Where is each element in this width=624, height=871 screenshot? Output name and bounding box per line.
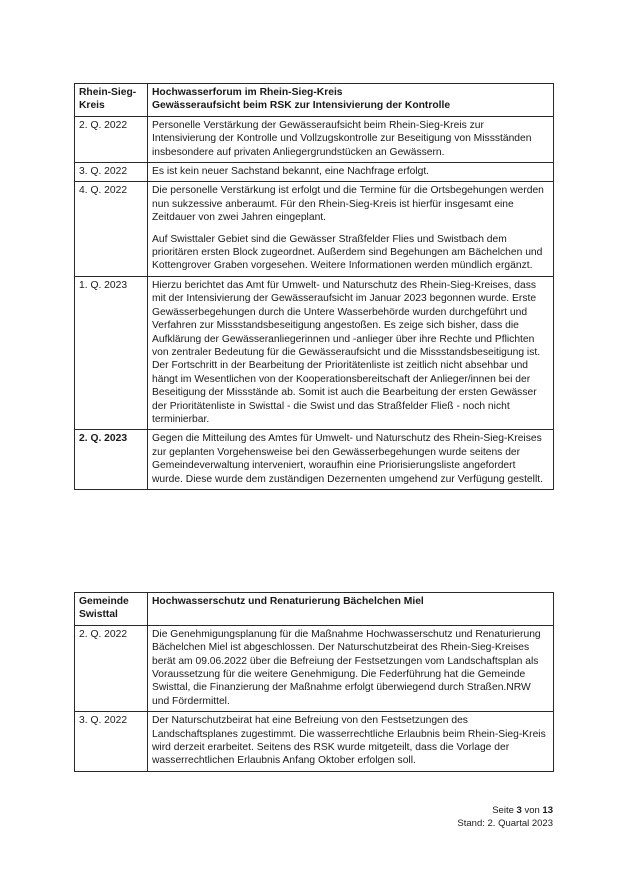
- quarter-cell: 2. Q. 2023: [75, 430, 148, 490]
- status-paragraph: Personelle Verstärkung der Gewässeraufsicht beim Rhein-Sieg-Kreis zur Intensivierung der Kontrolle und Vollzugskontrolle zur Beseitigung von Missständen insbesondere auf privaten Anliegergrundstücken an Gewässern.: [152, 119, 532, 158]
- table-row: [75, 182, 554, 276]
- quarter-cell: 4. Q. 2022: [75, 182, 148, 276]
- status-paragraph: Gegen die Mitteilung des Amtes für Umwelt- und Naturschutz des Rhein-Sieg-Kreises zur geplanten Vorgehensweise bei den Gewässerbegehungen wurde seitens der Gemeindeverwaltung interveniert, woraufhin eine Priorisierungsliste angefordert wurde. Diese wurde dem zuständigen Dezernenten umgehend zur Verfügung gestellt.: [152, 433, 543, 485]
- quarter-cell: 2. Q. 2022: [75, 116, 148, 162]
- table-row: [75, 712, 554, 772]
- status-text-cell: [148, 116, 554, 162]
- document-status: Stand: 2. Quartal 2023: [457, 818, 553, 829]
- table-title-line-2: Gewässeraufsicht beim RSK zur Intensivierung der Kontrolle: [152, 100, 451, 112]
- status-text-cell: [148, 276, 554, 429]
- status-paragraph: Die Genehmigungsplanung für die Maßnahme Hochwasserschutz und Renaturierung Bächelchen Miel ist abgeschlossen. Der Naturschutzbeirat des Rhein-Sieg-Kreises berät am 09.06.2022 über die Befreiung der Festsetzungen vom Landschaftsplan als Voraussetzung für die weitere Genehmigung. Die Federführung hat die Gemeinde Swisttal, die Finanzierung der Maßnahme erfolgt überwiegend durch Straßen.NRW und Fördermittel.: [152, 628, 541, 707]
- quarter-cell: 3. Q. 2022: [75, 712, 148, 772]
- table-header-title: [148, 84, 554, 117]
- status-paragraph: Die personelle Verstärkung ist erfolgt und die Termine für die Ortsbegehungen werden nun sukzessive anberaumt. Für den Rhein-Sieg-Kreis ist hierfür insgesamt eine Zeitdauer von zwei Jahren eingeplant.: [152, 185, 544, 224]
- status-text-cell: [148, 712, 554, 772]
- table-row: [75, 625, 554, 711]
- status-paragraph: Hierzu berichtet das Amt für Umwelt- und Naturschutz des Rhein-Sieg-Kreises, dass mit der Intensivierung der Gewässeraufsicht im Januar 2023 begonnen wurde. Erste Gewässerbegehungen durch die Untere Wasserbehörde wurden durchgeführt und Verfahren zur Missstandsbeseitigung angestoßen. Es zeige sich bisher, dass die Aufklärung der Gewässeranliegerinnen und -anlieger über ihre Rechte und Pflichten von zentraler Bedeutung für die Gewässeraufsicht und die Missstandsbeseitigung ist. Der Fortschritt in der Bearbeitung der Prioritätenliste ist zeitlich nicht absehbar und hängt im Wesentlichen von der Kooperationsbereitschaft der Anlieger/innen bei der Beseitigung der Missstände ab. Somit ist auch die Bearbeitung der ersten Gewässer der Prioritätenliste in Swisttal - die Swist und das Straßfelder Fließ - noch nicht terminierbar.: [152, 279, 541, 425]
- status-paragraph: Der Naturschutzbeirat hat eine Befreiung von den Festsetzungen des Landschaftsplanes zugestimmt. Die wasserrechtliche Erlaubnis beim Rhein-Sieg-Kreis wird derzeit erarbeitet. Seitens des RSK wurde mitgeteilt, dass die Vorlage der wasserrechtlichen Erlaubnis Anfang Oktober erfolgen soll.: [152, 715, 546, 767]
- status-text-cell: [148, 430, 554, 490]
- table-header-title: [148, 593, 554, 626]
- quarter-cell: 2. Q. 2022: [75, 625, 148, 711]
- table-header-owner: Rhein-Sieg-Kreis: [75, 84, 148, 117]
- status-table-baechelchen-miel: [74, 592, 554, 772]
- page-number-prefix: Seite: [492, 805, 514, 816]
- page-footer: [457, 804, 553, 830]
- table-row: [75, 116, 554, 162]
- status-paragraph: Es ist kein neuer Sachstand bekannt, eine Nachfrage erfolgt.: [152, 166, 430, 178]
- page-number-separator: von: [524, 805, 540, 816]
- table-row: [75, 276, 554, 429]
- status-paragraph: Auf Swisttaler Gebiet sind die Gewässer Straßfelder Flies und Swistbach dem prioritären ersten Block zugeordnet. Außerdem sind Begehungen am Bächelchen und Kottengrover Graben vorgesehen. Weitere Informationen werden mündlich ergänzt.: [152, 233, 543, 272]
- page-number-current: 3: [516, 805, 522, 816]
- table-header-owner: Gemeinde Swisttal: [75, 593, 148, 626]
- table-header-row: [75, 593, 554, 626]
- page-number: [457, 804, 553, 817]
- status-text-cell: [148, 625, 554, 711]
- table-row: [75, 430, 554, 490]
- table-row: [75, 163, 554, 182]
- page-number-total: 13: [542, 805, 553, 816]
- table-header-row: [75, 84, 554, 117]
- status-text-cell: [148, 182, 554, 276]
- status-table-gewaesseraufsicht: [74, 83, 554, 490]
- quarter-cell: 3. Q. 2022: [75, 163, 148, 182]
- table-title-line-1: Hochwasserforum im Rhein-Sieg-Kreis: [152, 87, 343, 98]
- quarter-cell: 1. Q. 2023: [75, 276, 148, 429]
- status-text-cell: [148, 163, 554, 182]
- table-title-line-1: Hochwasserschutz und Renaturierung Bächelchen Miel: [152, 596, 424, 607]
